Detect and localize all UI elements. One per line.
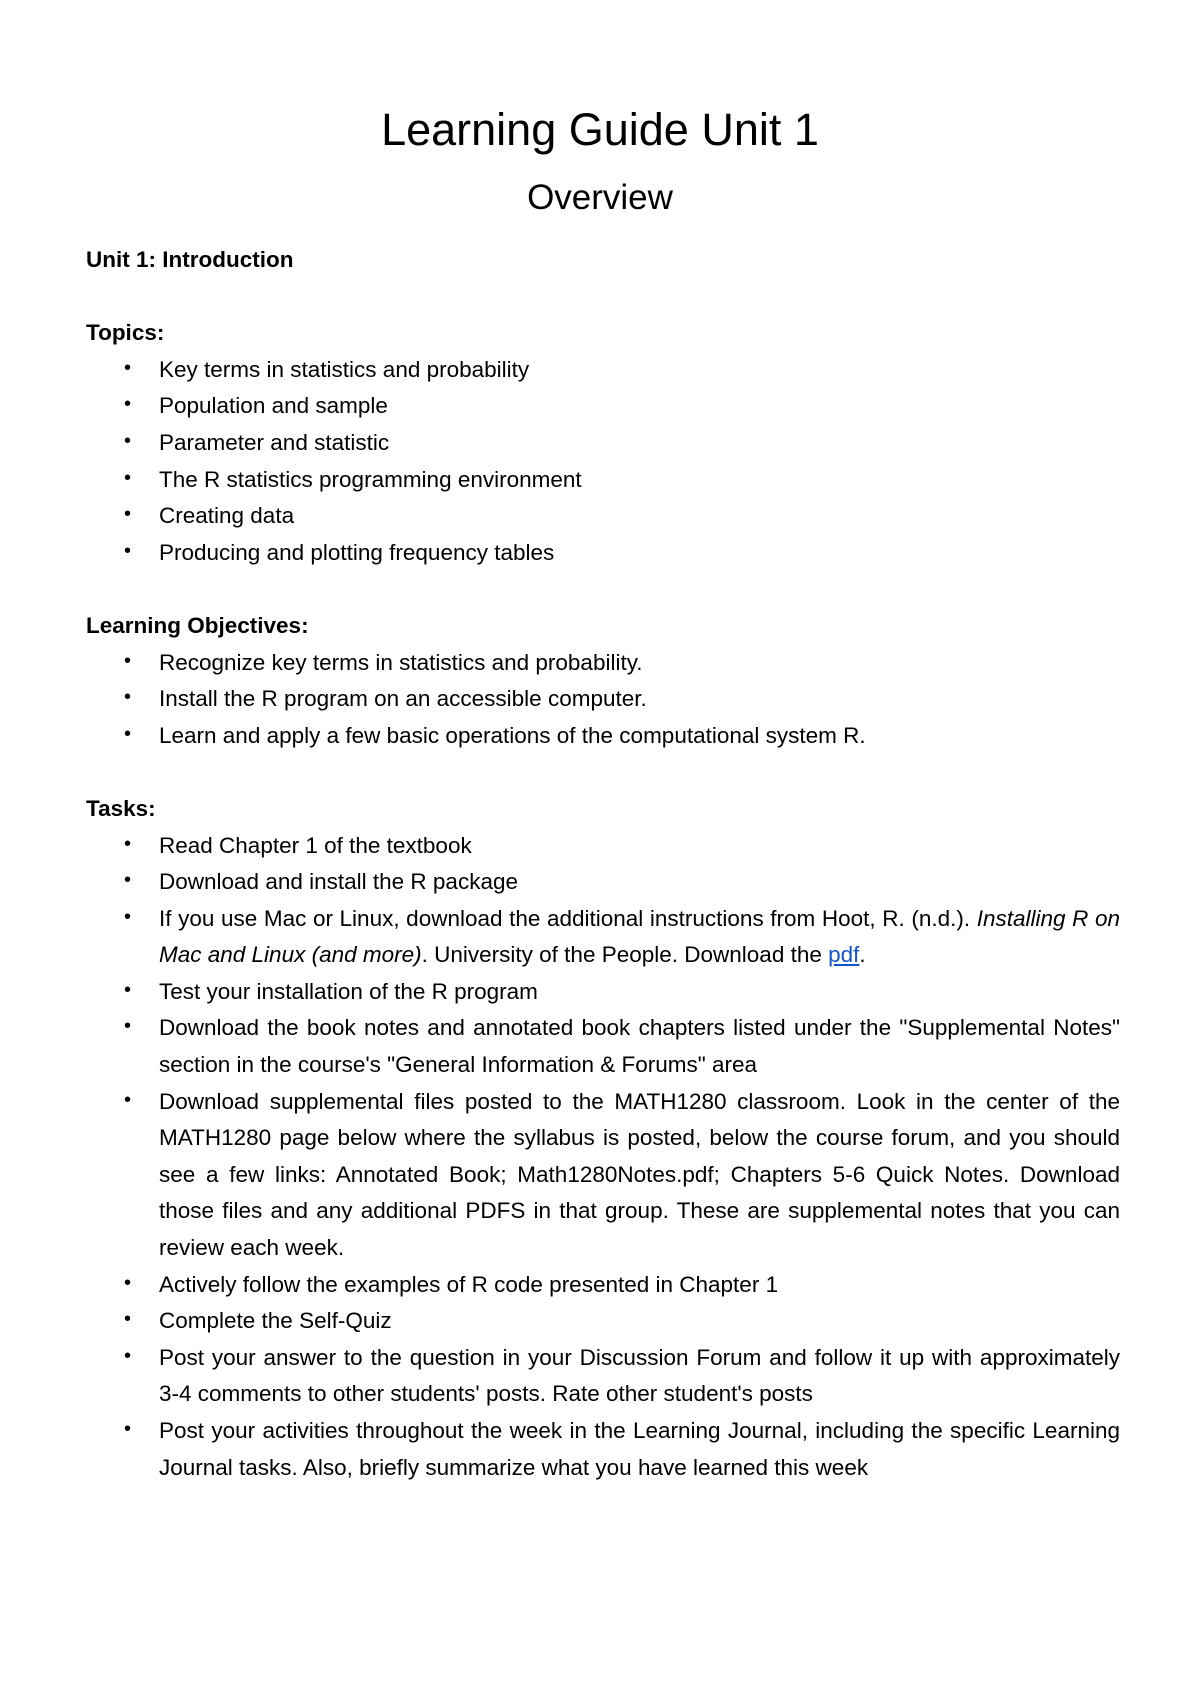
bullet-icon: •	[124, 539, 132, 562]
bullet-icon: •	[124, 978, 132, 1001]
list-item	[86, 1267, 1120, 1304]
list-item-text: The R statistics programming environment	[159, 466, 582, 492]
list-item-text: Read Chapter 1 of the textbook	[159, 832, 472, 858]
list-item-text: Install the R program on an accessible computer.	[159, 686, 647, 712]
list-item-text: Parameter and statistic	[159, 429, 390, 455]
objectives-list	[86, 645, 1120, 755]
list-item	[86, 828, 1120, 865]
pdf-link[interactable]: pdf	[828, 942, 860, 968]
bullet-icon: •	[124, 356, 132, 379]
list-item	[86, 1340, 1120, 1413]
list-item	[86, 901, 1120, 974]
list-item	[86, 1084, 1120, 1267]
list-item	[86, 1010, 1120, 1083]
bullet-icon: •	[124, 686, 132, 709]
page-subtitle: Overview	[527, 178, 673, 217]
list-item-text: Complete the Self-Quiz	[159, 1308, 392, 1334]
list-item	[86, 352, 1120, 389]
page-title: Learning Guide Unit 1	[381, 104, 819, 155]
bullet-icon: •	[124, 503, 132, 526]
list-item	[86, 974, 1120, 1011]
list-item-text: Creating data	[159, 503, 295, 529]
tasks-heading: Tasks:	[86, 795, 156, 821]
bullet-icon: •	[124, 1271, 132, 1294]
bullet-icon: •	[124, 832, 132, 855]
list-item	[86, 498, 1120, 535]
bullet-icon: •	[124, 429, 132, 452]
list-item-text: Key terms in statistics and probability	[159, 356, 530, 382]
topics-list	[86, 352, 1120, 572]
bullet-icon: •	[124, 722, 132, 745]
list-item-text: Download supplemental files posted to the MATH1280 classroom. Look in the center of the MATH1280 page below where the syllabus is posted, below the course forum, and you should see a few links: Annotated Book; Math1280Notes.pdf; Chapters 5-6 Quick Notes. Download those files and any additional PDFS in that group. These are supplemental notes that you can review each week.	[159, 1088, 1120, 1261]
list-item	[86, 388, 1120, 425]
spacer	[86, 279, 1120, 316]
list-item-text-pre: If you use Mac or Linux, download the additional instructions from Hoot, R. (n.d.).	[159, 905, 977, 931]
list-item-text: Test your installation of the R program	[159, 978, 538, 1004]
bullet-icon: •	[124, 466, 132, 489]
list-item-text: Population and sample	[159, 393, 388, 419]
list-item	[86, 645, 1120, 682]
list-item-text: Download and install the R package	[159, 869, 518, 895]
unit-heading: Unit 1: Introduction	[86, 247, 294, 272]
list-item-text: Post your answer to the question in your Discussion Forum and follow it up with approximately 3-4 comments to other students' posts. Rate other student's posts	[159, 1344, 1120, 1407]
citation-title: Installing R on Mac and Linux (and more)	[159, 905, 1120, 968]
spacer	[86, 571, 1120, 608]
list-item-text-mid: . University of the People. Download the	[421, 942, 829, 968]
list-item-text: Actively follow the examples of R code presented in Chapter 1	[159, 1271, 779, 1297]
bullet-icon: •	[124, 905, 132, 928]
list-item-text: Post your activities throughout the week in the Learning Journal, including the specific Learning Journal tasks. Also, briefly summarize what you have learned this week	[159, 1418, 1120, 1480]
list-item	[86, 462, 1120, 499]
spacer	[86, 754, 1120, 791]
bullet-icon: •	[124, 1308, 132, 1331]
list-item	[86, 681, 1120, 718]
list-item	[86, 535, 1120, 572]
list-item	[86, 864, 1120, 901]
list-item	[86, 718, 1120, 755]
tasks-list	[86, 828, 1120, 1487]
list-item-text-post: .	[859, 942, 866, 968]
document-body	[86, 242, 1120, 1486]
bullet-icon: •	[124, 1418, 132, 1440]
list-item-text: Producing and plotting frequency tables	[159, 539, 555, 565]
topics-heading: Topics:	[86, 320, 165, 346]
bullet-icon: •	[124, 393, 132, 416]
list-item-text: Recognize key terms in statistics and probability.	[159, 649, 643, 675]
list-item	[86, 425, 1120, 462]
objectives-heading: Learning Objectives:	[86, 612, 309, 638]
bullet-icon: •	[124, 1015, 132, 1038]
bullet-icon: •	[124, 1088, 132, 1111]
bullet-icon: •	[124, 649, 132, 672]
list-item	[86, 1303, 1120, 1340]
bullet-icon: •	[124, 1344, 132, 1367]
bullet-icon: •	[124, 869, 132, 892]
list-item-text: Learn and apply a few basic operations of the computational system R.	[159, 722, 866, 748]
list-item-text: Download the book notes and annotated book chapters listed under the "Supplemental Notes" section in the course's "General Information & Forums" area	[159, 1015, 1120, 1078]
list-item	[86, 1413, 1120, 1486]
